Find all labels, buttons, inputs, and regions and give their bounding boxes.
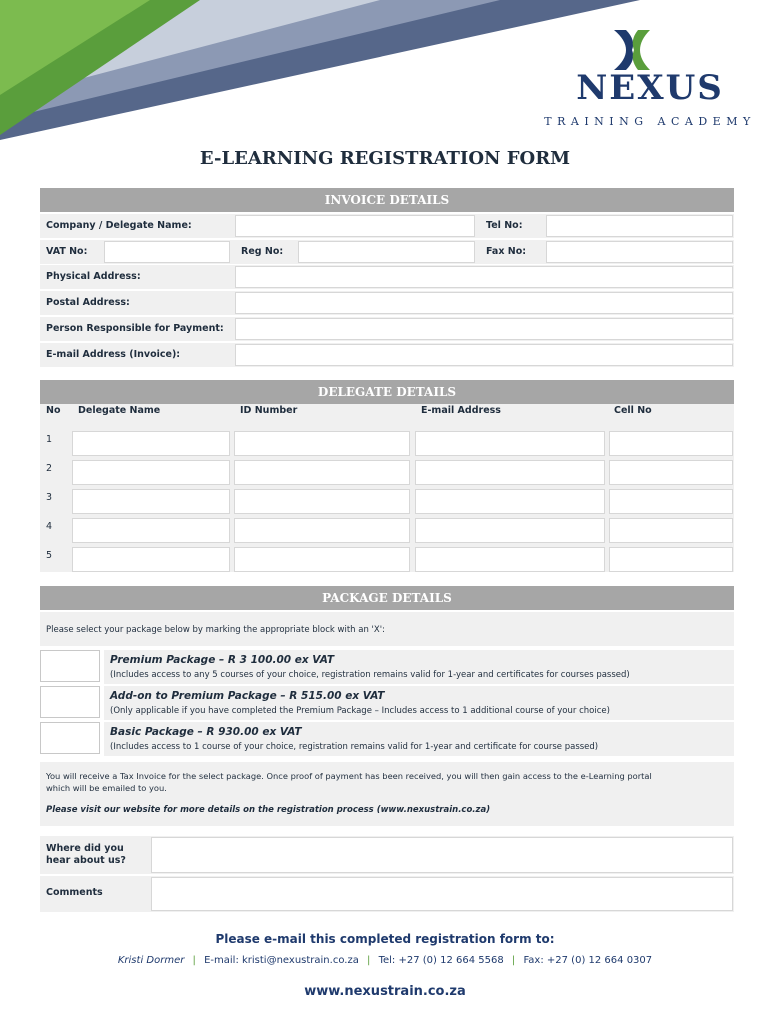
delegate-name-field[interactable] [72,460,230,485]
delegate-email-field[interactable] [415,460,605,485]
separator: | [367,955,371,966]
website-link[interactable]: www.nexustrain.co.za [304,984,466,999]
invoice-email-field[interactable] [235,344,733,366]
contact-email[interactable]: E-mail: kristi@nexustrain.co.za [204,955,359,966]
delegate-cell-field[interactable] [609,431,733,456]
premium-package-name: Premium Package – R 3 100.00 ex VAT [110,654,335,666]
delegate-name-field[interactable] [72,489,230,514]
footer-contact [0,955,770,966]
basic-package-desc: (Includes access to 1 course of your choice, registration remains valid for 1-year and certificate for course passed) [110,742,599,752]
delegate-id-field[interactable] [234,518,410,543]
package-section-header: PACKAGE DETAILS [40,586,734,610]
premium-package-desc: (Includes access to any 5 courses of your choice, registration remains valid for 1-year and certificates for courses passed) [110,670,630,680]
fax-label: Fax No: [486,246,527,257]
col-header-name: Delegate Name [78,405,161,416]
delegate-section-header: DELEGATE DETAILS [40,380,734,404]
delegate-email-field[interactable] [415,431,605,456]
delegate-row-number: 3 [46,492,53,503]
page-title: E-LEARNING REGISTRATION FORM [199,148,571,169]
delegate-name-field[interactable] [72,518,230,543]
hear-about-label-line1: Where did you [46,843,124,854]
contact-tel: Tel: +27 (0) 12 664 5568 [378,955,504,966]
separator: | [511,955,516,966]
addon-package-desc: (Only applicable if you have completed the Premium Package – Includes access to 1 additional course of your choice) [110,706,610,716]
basic-package-checkbox[interactable] [40,722,100,754]
company-field[interactable] [235,215,475,237]
premium-package-checkbox[interactable] [40,650,100,682]
website-note: Please visit our website for more details on the registration process (www.nexustrain.co.za) [46,805,491,815]
reg-field[interactable] [298,241,475,263]
payment-person-field[interactable] [235,318,733,340]
vat-field[interactable] [104,241,230,263]
company-label: Company / Delegate Name: [46,220,192,231]
delegate-cell-field[interactable] [609,460,733,485]
tel-label: Tel No: [486,220,523,231]
delegate-name-field[interactable] [72,547,230,572]
nexus-logo [540,28,760,133]
nexus-logo-mark-icon [612,28,652,72]
physical-address-field[interactable] [235,266,733,288]
hear-about-field[interactable] [151,837,733,873]
col-header-email: E-mail Address [421,405,501,416]
delegate-cell-field[interactable] [609,489,733,514]
comments-field[interactable] [151,877,733,911]
postal-address-label: Postal Address: [46,297,130,308]
footer-heading: Please e-mail this completed registration form to: [215,932,555,946]
delegate-cell-field[interactable] [609,518,733,543]
contact-fax: Fax: +27 (0) 12 664 0307 [523,955,653,966]
col-header-id: ID Number [240,405,298,416]
delegate-id-field[interactable] [234,489,410,514]
tel-field[interactable] [546,215,733,237]
delegate-row-number: 1 [46,434,53,445]
comments-label: Comments [46,887,103,898]
hear-about-label-line2: hear about us? [46,855,126,866]
delegate-email-field[interactable] [415,489,605,514]
brand-tagline: TRAINING ACADEMY [544,115,756,128]
package-instruction: Please select your package below by marking the appropriate block with an 'X': [46,625,385,635]
reg-label: Reg No: [241,246,284,257]
fax-field[interactable] [546,241,733,263]
delegate-row-number: 4 [46,521,53,532]
contact-name: Kristi Dormer [117,955,185,966]
delegate-id-field[interactable] [234,547,410,572]
vat-label: VAT No: [46,246,88,257]
addon-package-name: Add-on to Premium Package – R 515.00 ex VAT [110,690,385,702]
delegate-email-field[interactable] [415,518,605,543]
brand-name: NEXUS [576,68,724,108]
delegate-email-field[interactable] [415,547,605,572]
physical-address-label: Physical Address: [46,271,141,282]
tax-invoice-note-line2: which will be emailed to you. [46,783,167,793]
col-header-cell: Cell No [614,405,652,416]
delegate-row-number: 5 [46,550,53,561]
col-header-no: No [46,405,61,416]
delegate-row-number: 2 [46,463,53,474]
delegate-name-field[interactable] [72,431,230,456]
delegate-id-field[interactable] [234,431,410,456]
delegate-cell-field[interactable] [609,547,733,572]
invoice-section-header: INVOICE DETAILS [40,188,734,212]
tax-invoice-note-line1: You will receive a Tax Invoice for the select package. Once proof of payment has been received, you will then gain access to the e-Learning portal [46,771,652,781]
separator: | [192,955,196,966]
addon-package-checkbox[interactable] [40,686,100,718]
invoice-email-label: E-mail Address (Invoice): [46,349,181,360]
delegate-id-field[interactable] [234,460,410,485]
basic-package-name: Basic Package – R 930.00 ex VAT [110,726,302,738]
payment-person-label: Person Responsible for Payment: [46,323,224,334]
postal-address-field[interactable] [235,292,733,314]
